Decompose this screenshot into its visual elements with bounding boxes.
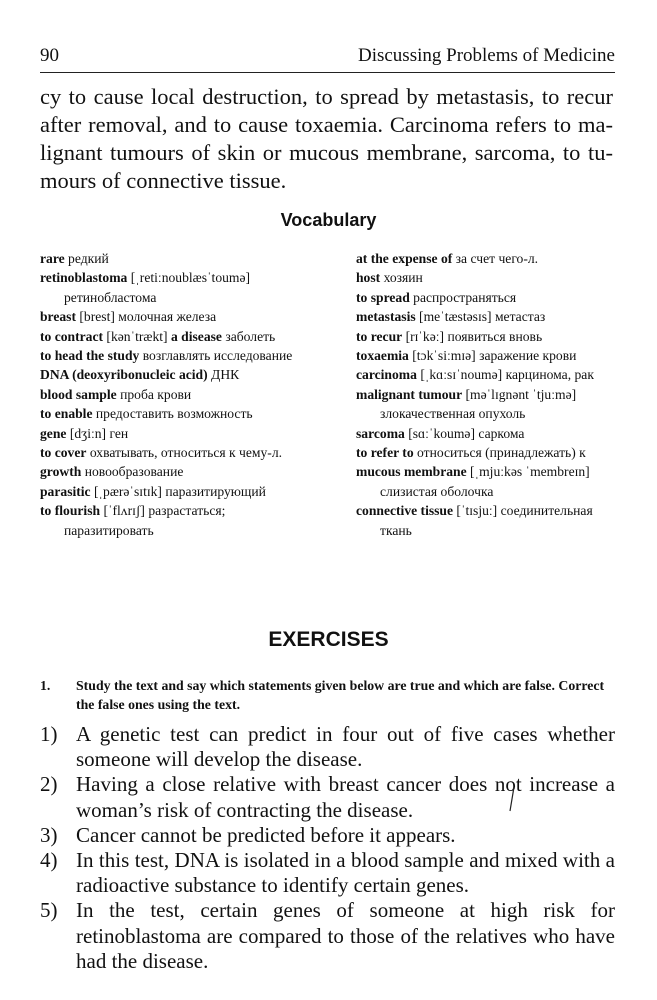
- vocabulary-term: gene: [40, 425, 67, 441]
- vocabulary-entry: [356, 346, 618, 365]
- vocabulary-term: to contract: [40, 328, 104, 344]
- vocabulary-heading: Vocabulary: [280, 210, 377, 230]
- vocabulary-term: to enable: [40, 406, 93, 422]
- statement-text: A genetic test can predict in four out of five cases whether someone will develop the disease.: [76, 722, 615, 772]
- vocabulary-entry: [40, 404, 310, 423]
- statement-number: 3): [40, 822, 58, 847]
- vocabulary-definition: [tɔkˈsiːmɪə] заражение крови: [408, 348, 577, 364]
- statement-item: [40, 898, 615, 974]
- vocabulary-term: to recur: [356, 328, 403, 344]
- statement-number: 5): [40, 898, 58, 923]
- vocabulary-entry: [40, 501, 310, 540]
- intro-line: mours of connective tissue.: [40, 168, 287, 193]
- vocabulary-term: sarcoma: [356, 425, 405, 441]
- vocabulary-term: to flourish: [40, 503, 101, 519]
- vocabulary-entry: [40, 327, 310, 346]
- vocabulary-term: carcinoma: [356, 367, 417, 383]
- vocabulary-definition: проба крови: [116, 386, 192, 402]
- vocabulary-term: rare: [40, 251, 65, 266]
- vocabulary-entry: [40, 365, 310, 384]
- vocabulary-definition: [rɪˈkəː] появиться вновь: [402, 328, 543, 344]
- page-number: 90: [40, 45, 59, 66]
- vocabulary-entry: [40, 482, 310, 501]
- statement-number: 2): [40, 772, 58, 797]
- exercises-heading: EXERCISES: [268, 628, 389, 651]
- vocabulary-left-column: [40, 249, 310, 540]
- page-header: [40, 46, 615, 73]
- vocabulary-term: to spread: [356, 289, 410, 305]
- vocabulary-term: at the expense of: [356, 251, 453, 266]
- vocabulary-term: blood sample: [40, 386, 117, 402]
- vocabulary-definition: новообразование: [81, 464, 184, 480]
- pen-mark: [507, 786, 517, 812]
- task-number: 1.: [40, 678, 51, 693]
- vocabulary-term: to head the study: [40, 348, 140, 364]
- vocabulary-definition: [ˈflʌrɪʃ] разрастаться; паразитировать: [64, 503, 226, 538]
- task-instructions: Study the text and say which statements given below are true and which are false. Correct the false ones using the text.: [76, 678, 605, 712]
- vocabulary-term: parasitic: [40, 483, 91, 499]
- vocabulary-definition: возглавлять исследование: [139, 348, 293, 364]
- vocabulary-term: to refer to: [356, 445, 414, 461]
- vocabulary-definition: редкий: [64, 251, 109, 266]
- vocabulary-entry: [356, 268, 618, 287]
- vocabulary-entry: [40, 268, 310, 307]
- vocabulary-entry: [356, 327, 618, 346]
- vocabulary-term: host: [356, 270, 381, 286]
- vocabulary-term: metastasis: [356, 309, 416, 325]
- vocabulary-term: retinoblastoma: [40, 270, 128, 286]
- vocabulary-entry: [40, 424, 310, 443]
- statement-list: [40, 722, 615, 974]
- vocabulary-entry: [356, 307, 618, 326]
- vocabulary-definition: охватывать, относиться к чему-л.: [86, 445, 283, 461]
- vocabulary-term: toxaemia: [356, 348, 409, 364]
- intro-paragraph: [40, 83, 613, 195]
- running-title: Discussing Problems of Medicine: [357, 45, 615, 66]
- vocabulary-term: DNA (deoxyribonucleic acid): [40, 367, 208, 383]
- vocabulary-definition: [kənˈtrækt]: [103, 328, 171, 344]
- exercise-task: [40, 676, 615, 714]
- vocabulary-definition: [ˌretiːnoublæsˈtoumə] ретинобластома: [64, 270, 251, 305]
- vocabulary-entry: [356, 249, 618, 268]
- intro-line: after removal, and to cause toxaemia. Carcinoma refers to ma-: [40, 112, 613, 137]
- vocabulary-definition: [ˌkɑːsɪˈnoumə] карцинома, рак: [416, 367, 594, 383]
- vocabulary-entry: [356, 462, 618, 501]
- statement-text: Cancer cannot be predicted before it appears.: [76, 822, 456, 847]
- vocabulary-entry: [356, 365, 618, 384]
- vocabulary-entry: [40, 462, 310, 481]
- vocabulary-entry: [356, 385, 618, 424]
- statement-number: 1): [40, 722, 58, 746]
- intro-line: lignant tumours of skin or mucous membrane, sarcoma, to tu-: [40, 140, 613, 165]
- vocabulary-entry: [40, 249, 310, 268]
- vocabulary-term: malignant tumour: [356, 386, 463, 402]
- vocabulary-definition: [ˌmjuːkəs ˈmembreɪn] слизистая оболочка: [380, 464, 590, 499]
- vocabulary-definition: [məˈlɪgnənt ˈtjuːmə] злокачественная опухоль: [380, 386, 577, 422]
- intro-line: cy to cause local destruction, to spread by metastasis, to recur: [40, 84, 613, 109]
- vocabulary-entry: [40, 443, 310, 462]
- statement-item: [40, 772, 615, 822]
- statement-text: In the test, certain genes of someone at high risk for retinoblastoma are compared to those of the relatives who have had the disease.: [76, 898, 615, 973]
- vocabulary-definition: ДНК: [207, 367, 240, 383]
- statement-item: [40, 848, 615, 898]
- vocabulary-entry: [40, 307, 310, 326]
- vocabulary-term: connective tissue: [356, 503, 454, 519]
- vocabulary-definition: за счет чего-л.: [452, 251, 539, 266]
- vocabulary-term: a disease: [170, 328, 222, 344]
- vocabulary-definition: [ˈtɪsjuː] соединительная ткань: [380, 503, 593, 538]
- vocabulary-entry: [356, 443, 618, 462]
- vocabulary-definition: распространяться: [409, 289, 517, 305]
- vocabulary-definition: [sɑːˈkoumə] саркома: [404, 425, 525, 441]
- statement-number: 4): [40, 848, 58, 873]
- vocabulary-definition: предоставить возможность: [92, 406, 253, 422]
- vocabulary-entry: [356, 424, 618, 443]
- vocabulary-term: growth: [40, 464, 82, 480]
- vocabulary-term: breast: [40, 309, 76, 325]
- vocabulary-entry: [356, 501, 618, 540]
- vocabulary-definition: [brest] молочная железа: [76, 309, 217, 325]
- vocabulary-definition: заболеть: [221, 328, 276, 344]
- vocabulary-definition: относиться (принадлежать) к: [413, 445, 586, 461]
- vocabulary-definition: [meˈtæstəsɪs] метастаз: [415, 309, 546, 325]
- statement-text: In this test, DNA is isolated in a blood sample and mixed with a radioactive substance to identify certain genes.: [76, 848, 615, 898]
- vocabulary-definition: [ˌpærəˈsɪtɪk] паразитирующий: [90, 483, 266, 499]
- statement-item: [40, 823, 615, 848]
- vocabulary-entry: [40, 385, 310, 404]
- vocabulary-term: to cover: [40, 445, 87, 461]
- vocabulary-right-column: [356, 249, 618, 540]
- vocabulary-term: mucous membrane: [356, 464, 467, 480]
- vocabulary-entry: [40, 346, 310, 365]
- statement-text: Having a close relative with breast cancer does not increase a woman’s risk of contracting the disease.: [76, 772, 615, 822]
- vocabulary-definition: хозяин: [380, 270, 423, 286]
- statement-item: [40, 722, 615, 772]
- vocabulary-entry: [356, 288, 618, 307]
- vocabulary-definition: [dʒiːn] ген: [66, 425, 129, 441]
